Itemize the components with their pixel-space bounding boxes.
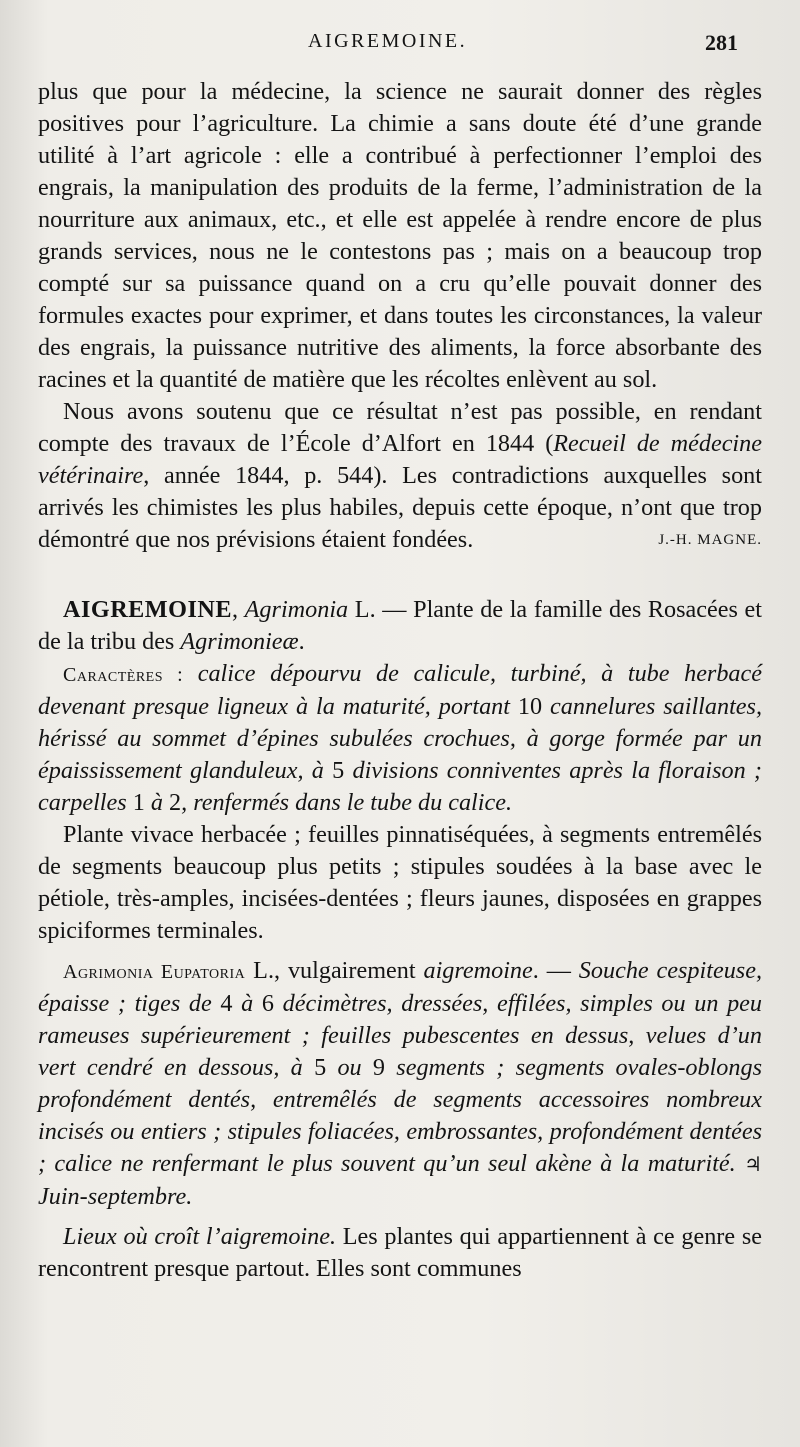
tribe-name: Agrimonieæ <box>180 628 299 655</box>
page-number: 281 <box>705 30 738 55</box>
plant-description-paragraph: Plante vivace herbacée ; feuilles pinnatiséquées, à segments entremêlés de segments beaucoup plus petits ; stipules soudées à la base avec le pétiole, très-amples, incisées-dentées ; fleurs jaunes, disposées en grappes spiciformes terminales. <box>38 821 762 944</box>
running-title: AIGREMOINE. <box>308 30 468 52</box>
entry-headword: AIGREMOINE <box>63 596 232 623</box>
cited-journal: Recueil de médecine vétérinaire <box>38 430 762 489</box>
characters-label: Caractères : <box>63 664 184 686</box>
author-signature: J.-H. MAGNE. <box>658 532 762 548</box>
paragraph-agriculture-chemistry: plus que pour la médecine, la science ne saurait donner des règles positives pour l’agriculture. La chimie a sans doute été d’une grande utilité à l’art agricole : elle a contribué à perfectionner l’emploi des engrais, la manipulation des produits de la ferme, l’administration de la nourriture aux animaux, etc., et elle est appelée à rendre encore de plus grands services, nous ne le contestons pas ; mais on a beaucoup trop compté sur sa puissance quand on a cru qu’elle pouvait donner des formules exactes pour exprimer, et dans toutes les circonstances, la valeur des engrais, la puissance nutritive des aliments, la force absorbante des racines et la quantité de matière que les récoltes enlèvent au sol. <box>38 78 762 393</box>
page-body <box>38 76 762 1285</box>
habitat-paragraph: Lieux où croît l’aigremoine. Les plantes qui appartiennent à ce genre se rencontrent presque partout. Elles sont communes <box>38 1223 762 1282</box>
entry-heading-paragraph: AIGREMOINE, Agrimonia L. — Plante de la famille des Rosacées et de la tribu des Agrimonieæ. <box>38 596 762 655</box>
habitat-label: Lieux où croît l’aigremoine. <box>63 1223 337 1250</box>
paragraph-alfort-report: Nous avons soutenu que ce résultat n’est pas possible, en rendant compte des travaux de l’École d’Alfort en 1844 (Recueil de médecine vétérinaire, année 1844, p. 544). Les contradictions auxquelles sont arrivés les chimistes les plus habiles, depuis cette époque, n’ont que trop démontré que nos prévisions étaient fondées. <box>38 398 762 553</box>
genus-name: Agrimonia <box>244 596 349 623</box>
common-name: aigremoine <box>423 957 533 984</box>
perennial-symbol: ♃ <box>744 1154 762 1176</box>
characters-paragraph: Caractères : calice dépourvu de calicule, turbiné, à tube herbacé devenant presque ligneux à la maturité, portant 10 cannelures saillantes, hérissé au sommet d’épines subulées crochues, à gorge formée par un épaississement glanduleux, à 5 divisions conniventes après la floraison ; carpelles 1 à 2, renfermés dans le tube du calice. <box>38 660 762 816</box>
species-paragraph: Agrimonia Eupatoria L., vulgairement aigremoine. — Souche cespiteuse, épaisse ; tiges de 4 à 6 décimètres, dressées, effilées, simples ou un peu rameuses supérieurement ; feuilles pubescentes en dessus, velues d’un vert cendré en dessous, à 5 ou 9 segments ; segments ovales-oblongs profondément dentés, entremêlés de segments accessoires nombreux incisés ou entiers ; stipules foliacées, embrossantes, profondément dentées ; calice ne renfermant le plus souvent qu’un seul akène à la maturité. ♃ Juin-septembre. <box>38 957 762 1210</box>
page-header <box>0 30 800 62</box>
species-name: Agrimonia Eupatoria <box>63 961 246 983</box>
